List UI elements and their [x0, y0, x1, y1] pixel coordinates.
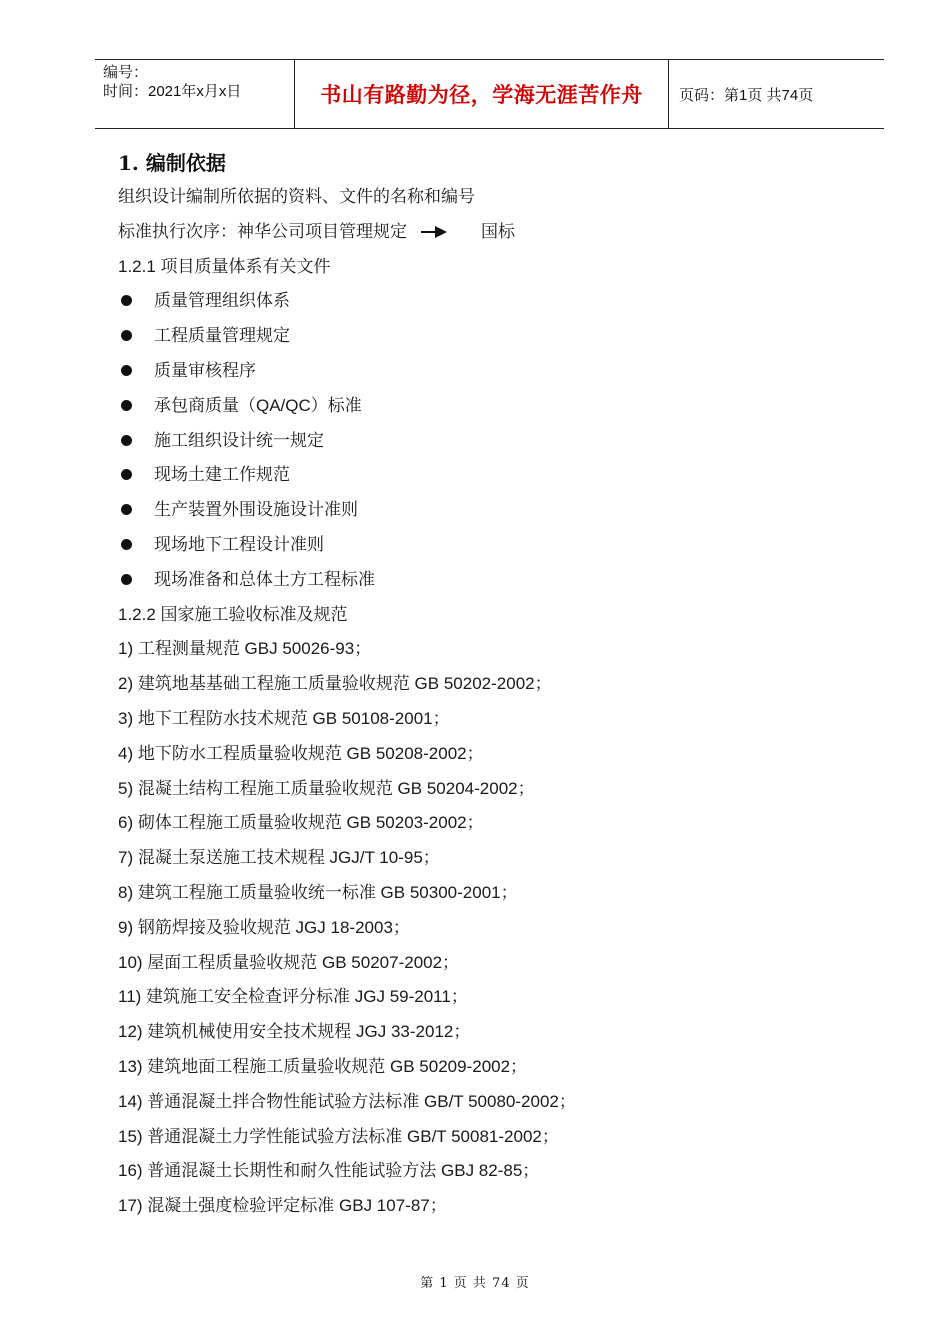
arrow-right-icon — [421, 226, 469, 238]
bullet-icon — [121, 574, 132, 585]
standard-item: 6) 砌体工程施工质量验收规范 GB 50203-2002； — [118, 813, 484, 833]
header-meta — [95, 60, 295, 128]
bullet-icon — [121, 365, 132, 376]
standard-item: 4) 地下防水工程质量验收规范 GB 50208-2002； — [118, 743, 484, 763]
standard-item: 11) 建筑施工安全检查评分标准 JGJ 59-2011； — [118, 987, 468, 1007]
header-page-label: 页码：第1页 共74页 — [679, 86, 814, 104]
list-item: 现场土建工作规范 — [118, 458, 838, 493]
list-item: 现场准备和总体土方工程标准 — [118, 563, 838, 598]
document-body — [118, 146, 838, 1224]
subsection-title-quality: 1.2.1 项目质量体系有关文件 — [118, 256, 331, 276]
standard-item: 12) 建筑机械使用安全技术规程 JGJ 33-2012； — [118, 1022, 471, 1042]
bullet-icon — [121, 504, 132, 515]
standard-item: 8) 建筑工程施工质量验收统一标准 GB 50300-2001； — [118, 882, 518, 902]
section-heading: 1. 编制依据 — [118, 151, 226, 175]
header-slogan: 书山有路勤为径，学海无涯苦作舟 — [320, 84, 643, 107]
bullet-icon — [121, 539, 132, 550]
bullet-icon — [121, 400, 132, 411]
header-time-label: 时间：2021年x月x日 — [103, 83, 242, 100]
standard-order-right: 国标 — [481, 221, 515, 241]
standard-item: 5) 混凝土结构工程施工质量验收规范 GB 50204-2002； — [118, 778, 535, 798]
list-item: 施工组织设计统一规定 — [118, 424, 838, 459]
page-header — [95, 59, 884, 129]
subsection-title-national: 1.2.2 国家施工验收标准及规范 — [118, 604, 348, 624]
standard-item: 14) 普通混凝土拌合物性能试验方法标准 GB/T 50080-2002； — [118, 1091, 576, 1111]
list-item: 质量审核程序 — [118, 354, 838, 389]
standard-item: 15) 普通混凝土力学性能试验方法标准 GB/T 50081-2002； — [118, 1126, 559, 1146]
standard-item: 1) 工程测量规范 GBJ 50026-93； — [118, 639, 372, 659]
standard-item: 10) 屋面工程质量验收规范 GB 50207-2002； — [118, 952, 460, 972]
bullet-icon — [121, 469, 132, 480]
standard-order-line — [118, 215, 838, 250]
standard-item: 17) 混凝土强度检验评定标准 GBJ 107-87； — [118, 1196, 447, 1216]
header-page-cell — [669, 60, 884, 128]
header-number-label: 编号： — [103, 64, 149, 81]
quality-doc-list — [118, 284, 838, 597]
standards-list — [118, 632, 838, 1224]
bullet-icon — [121, 330, 132, 341]
standard-item: 7) 混凝土泵送施工技术规程 JGJ/T 10-95； — [118, 848, 440, 868]
list-item: 现场地下工程设计准则 — [118, 528, 838, 563]
page-footer: 第 1 页 共 74 页 — [420, 1276, 530, 1291]
bullet-icon — [121, 295, 132, 306]
standard-item: 9) 钢筋焊接及验收规范 JGJ 18-2003； — [118, 917, 410, 937]
list-item: 承包商质量（QA/QC）标准 — [118, 389, 838, 424]
standard-item: 16) 普通混凝土长期性和耐久性能试验方法 GBJ 82-85； — [118, 1161, 540, 1181]
list-item: 生产装置外围设施设计准则 — [118, 493, 838, 528]
section-intro: 组织设计编制所依据的资料、文件的名称和编号 — [118, 187, 475, 206]
header-slogan-cell — [295, 60, 669, 128]
list-item: 工程质量管理规定 — [118, 319, 838, 354]
bullet-icon — [121, 435, 132, 446]
list-item: 质量管理组织体系 — [118, 284, 838, 319]
standard-order-left: 标准执行次序：神华公司项目管理规定 — [118, 221, 407, 241]
standard-item: 13) 建筑地面工程施工质量验收规范 GB 50209-2002； — [118, 1056, 528, 1076]
standard-item: 3) 地下工程防水技术规范 GB 50108-2001； — [118, 708, 450, 728]
standard-item: 2) 建筑地基基础工程施工质量验收规范 GB 50202-2002； — [118, 674, 552, 694]
